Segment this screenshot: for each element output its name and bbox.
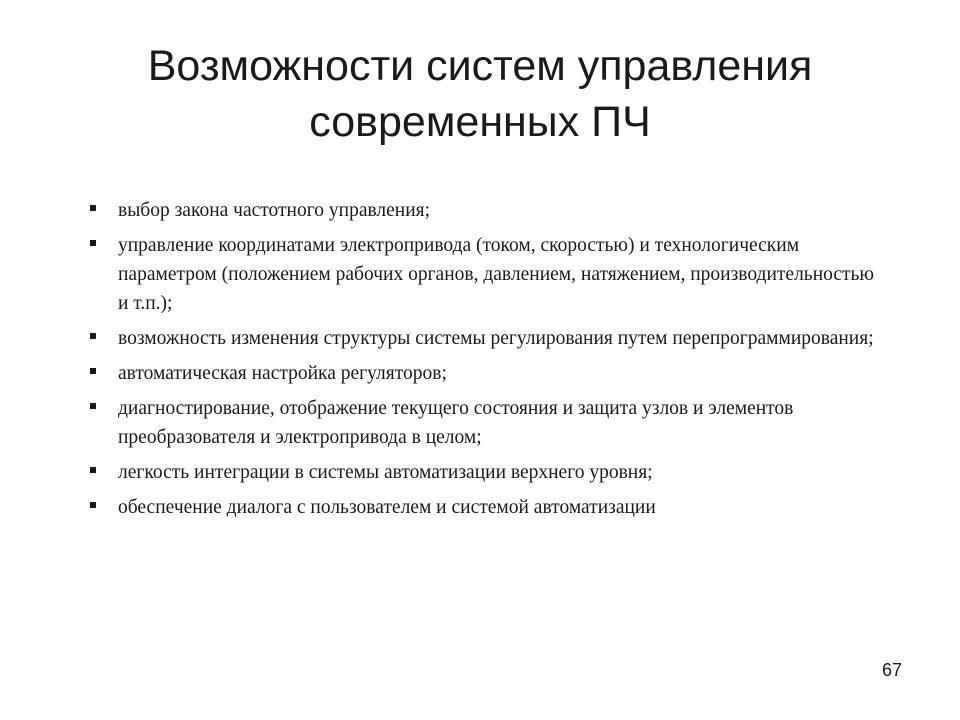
- square-bullet-icon: [90, 205, 96, 211]
- bullet-item: [88, 196, 878, 225]
- bullet-text: диагностирование, отображение текущего состояния и защита узлов и элементов преобразователя и электропривода в целом;: [118, 398, 794, 448]
- slide-title-line-2: современных ПЧ: [309, 98, 651, 146]
- square-bullet-icon: [90, 467, 96, 473]
- bullet-item: [88, 359, 878, 388]
- bullet-item: [88, 493, 878, 522]
- slide-title-line-1: Возможности систем управления: [147, 42, 813, 90]
- square-bullet-icon: [90, 333, 96, 339]
- slide-title: [60, 38, 900, 150]
- square-bullet-icon: [90, 403, 96, 409]
- square-bullet-icon: [90, 368, 96, 374]
- bullet-list: [88, 196, 878, 528]
- square-bullet-icon: [90, 502, 96, 508]
- bullet-text: выбор закона частотного управления;: [118, 200, 431, 221]
- square-bullet-icon: [90, 240, 96, 246]
- bullet-text: легкость интеграции в системы автоматизации верхнего уровня;: [118, 462, 653, 483]
- bullet-item: [88, 394, 878, 452]
- page-number: 67: [881, 660, 902, 680]
- bullet-text: возможность изменения структуры системы регулирования путем перепрограммирования;: [118, 328, 874, 349]
- bullet-item: [88, 324, 878, 353]
- bullet-text: автоматическая настройка регуляторов;: [118, 363, 447, 384]
- bullet-item: [88, 458, 878, 487]
- bullet-text: обеспечение диалога с пользователем и системой автоматизации: [118, 497, 656, 518]
- bullet-text: управление координатами электропривода (током, скоростью) и технологическим параметром (положением рабочих органов, давлением, натяжением, производительностью и т.п.);: [118, 235, 874, 314]
- bullet-item: [88, 231, 878, 318]
